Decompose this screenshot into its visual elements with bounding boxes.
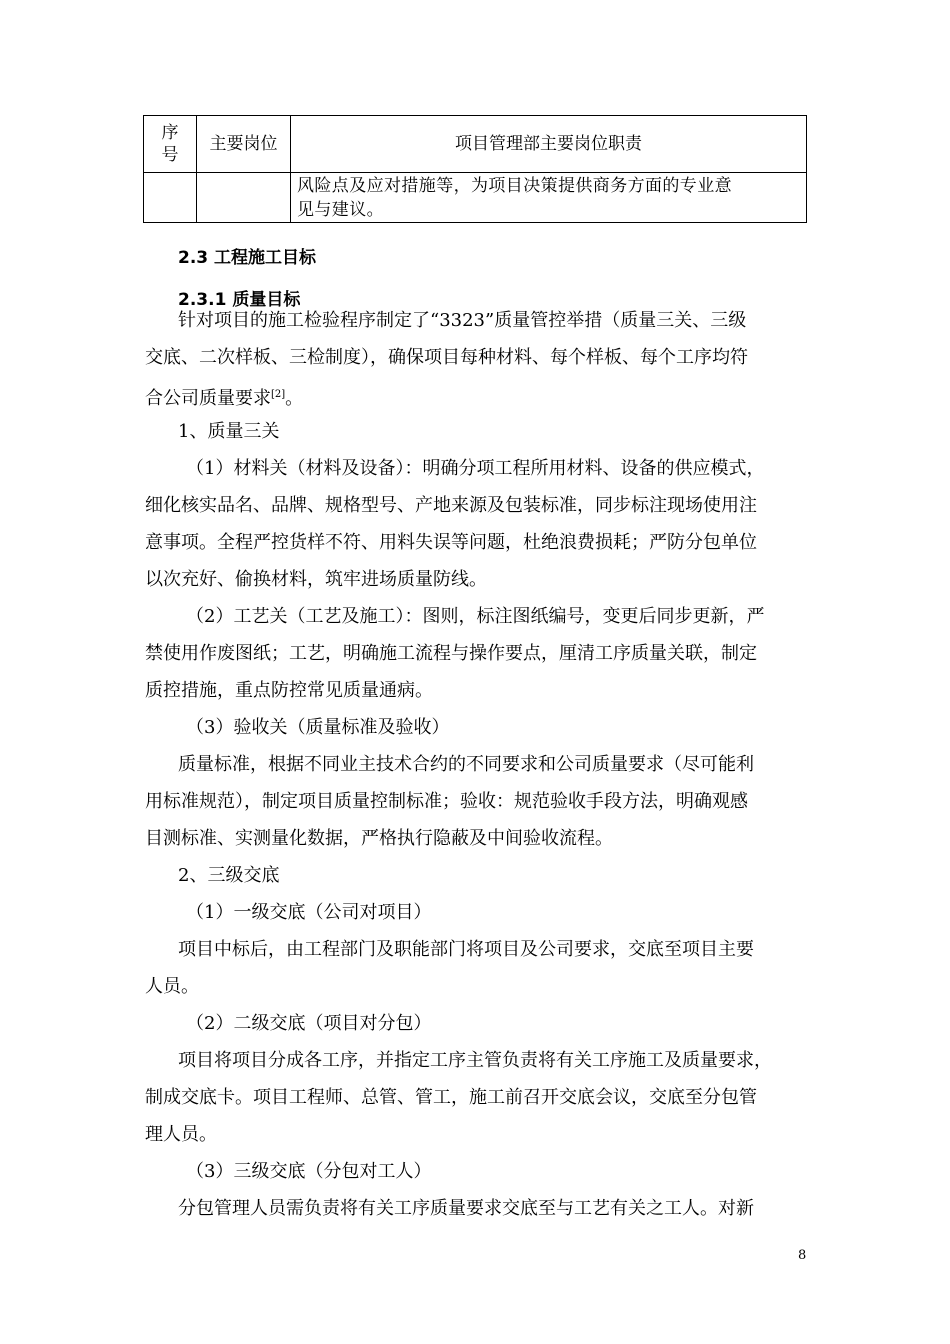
sub-heading: （1）一级交底（公司对项目）	[186, 902, 432, 923]
header-duties: 项目管理部主要岗位职责	[291, 116, 807, 173]
paragraph-line: 制成交底卡。项目工程师、总管、管工，施工前召开交底会议，交底至分包管	[145, 1087, 757, 1108]
paragraph-line: 质量标准，根据不同业主技术合约的不同要求和公司质量要求（尽可能利	[178, 754, 754, 775]
cell-duties-line1: 风险点及应对措施等，为项目决策提供商务方面的专业意	[297, 175, 732, 196]
paragraph-line-with-ref	[145, 383, 303, 411]
paragraph-line: 人员。	[145, 976, 199, 997]
cell-position	[197, 173, 291, 223]
header-index	[144, 116, 197, 173]
paragraph-line: （1）材料关（材料及设备）：明确分项工程所用材料、设备的供应模式，	[186, 458, 765, 479]
sub-heading: （3）验收关（质量标准及验收）	[186, 717, 450, 738]
paragraph-line: 质控措施，重点防控常见质量通病。	[145, 680, 433, 701]
paragraph-text: 合公司质量要求	[145, 388, 271, 409]
citation-ref: [2]	[271, 389, 286, 400]
paragraph-line: 意事项。全程严控货样不符、用料失误等问题，杜绝浪费损耗；严防分包单位	[145, 532, 757, 553]
sub-heading: （2）二级交底（项目对分包）	[186, 1013, 432, 1034]
paragraph-line: 以次充好、偷换材料，筑牢进场质量防线。	[145, 569, 487, 590]
paragraph-line: 针对项目的施工检验程序制定了“3323”质量管控举措（质量三关、三级	[178, 310, 747, 331]
list-heading: 2、三级交底	[178, 865, 280, 886]
paragraph-line: 用标准规范），制定项目质量控制标准；验收：规范验收手段方法，明确观感	[145, 791, 748, 812]
paragraph-line: 禁使用作废图纸；工艺，明确施工流程与操作要点，厘清工序质量关联，制定	[145, 643, 757, 664]
table-header-row	[144, 116, 807, 173]
cell-index	[144, 173, 197, 223]
list-heading: 1、质量三关	[178, 421, 280, 442]
header-index-line1: 序	[161, 123, 179, 143]
header-index-line2: 号	[161, 145, 179, 165]
paragraph-line: 分包管理人员需负责将有关工序质量要求交底至与工艺有关之工人。对新	[178, 1198, 754, 1219]
table-row	[144, 173, 807, 223]
paragraph-line: 项目将项目分成各工序，并指定工序主管负责将有关工序施工及质量要求，	[178, 1050, 772, 1071]
paragraph-line: 细化核实品名、品牌、规格型号、产地来源及包装标准，同步标注现场使用注	[145, 495, 757, 516]
sub-heading: （3）三级交底（分包对工人）	[186, 1161, 432, 1182]
header-position: 主要岗位	[197, 116, 291, 173]
paragraph-line: 项目中标后，由工程部门及职能部门将项目及公司要求，交底至项目主要	[178, 939, 754, 960]
section-heading-2-3-1: 2.3.1 质量目标	[178, 290, 301, 310]
cell-duties-line2: 见与建议。	[297, 199, 384, 220]
section-heading-2-3: 2.3 工程施工目标	[178, 248, 317, 268]
paragraph-line: 交底、二次样板、三检制度），确保项目每种材料、每个样板、每个工序均符	[145, 347, 748, 368]
paragraph-line: 理人员。	[145, 1124, 217, 1145]
paragraph-line: 目测标准、实测量化数据，严格执行隐蔽及中间验收流程。	[145, 828, 613, 849]
paragraph-line: （2）工艺关（工艺及施工）：图则，标注图纸编号，变更后同步更新，严	[186, 606, 765, 627]
paragraph-end: 。	[285, 388, 304, 409]
duty-table	[143, 115, 807, 223]
cell-duties	[291, 173, 807, 223]
page-number: 8	[798, 1248, 807, 1263]
